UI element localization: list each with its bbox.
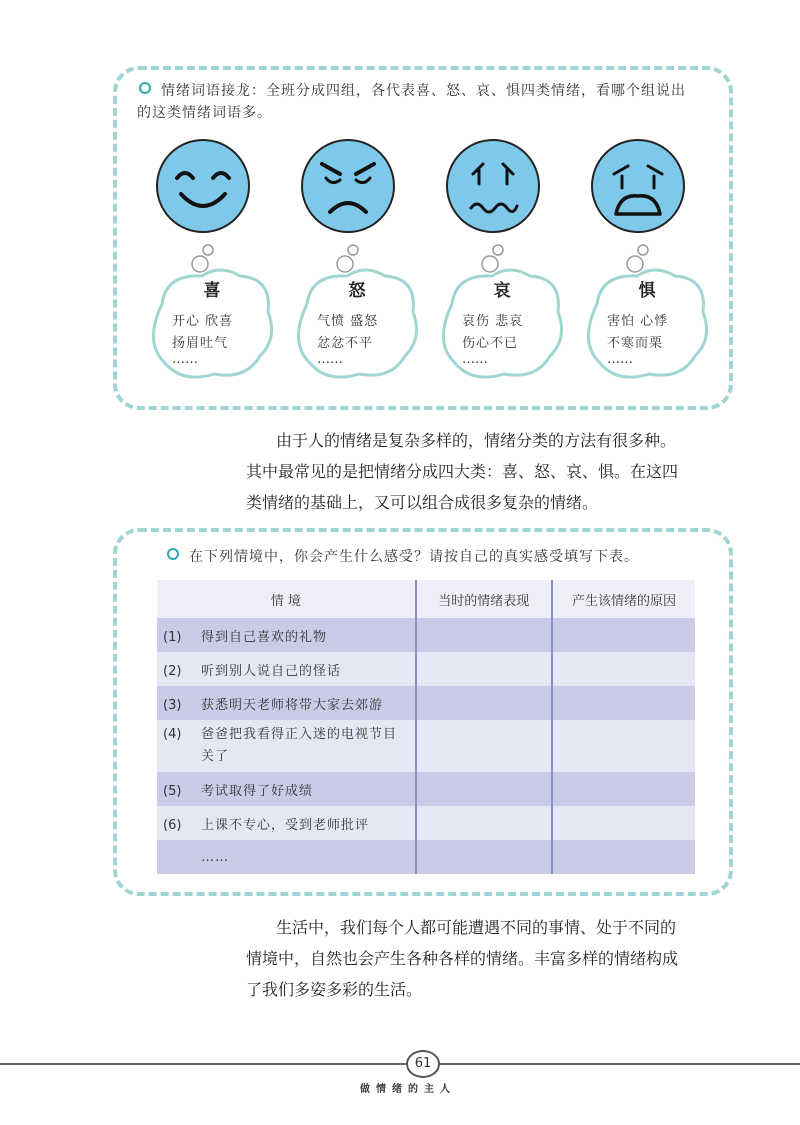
- table-row: (3) 获悉明天老师将带大家去郊游: [157, 686, 695, 720]
- column-header-expression: 当时的情绪表现: [416, 580, 552, 618]
- body-paragraph-1: [246, 425, 746, 518]
- emotion-ellipsis: ……: [317, 352, 343, 367]
- happy-face-icon: [155, 138, 251, 234]
- emotion-words: 不寒而栗: [607, 336, 664, 351]
- table-row: (6) 上课不专心，受到老师批评: [157, 806, 695, 840]
- paragraph-line: 其中最常见的是把情绪分成四大类：喜、怒、哀、惧。在这四: [246, 462, 679, 481]
- circle-bullet-icon: [167, 548, 179, 560]
- column-header-reason: 产生该情绪的原因: [552, 580, 695, 618]
- reason-cell[interactable]: [552, 686, 695, 720]
- survey-table: [157, 580, 695, 874]
- page-number: 61: [406, 1050, 440, 1078]
- paragraph-line: 由于人的情绪是复杂多样的，情绪分类的方法有很多种。: [276, 431, 677, 450]
- paragraph-line: 类情绪的基础上，又可以组合成很多复杂的情绪。: [246, 493, 599, 512]
- emotion-title: 哀: [493, 281, 511, 301]
- reason-cell[interactable]: [552, 806, 695, 840]
- reason-cell[interactable]: [552, 772, 695, 806]
- emotion-ellipsis: ……: [607, 352, 633, 367]
- expression-cell[interactable]: [416, 618, 552, 652]
- expression-cell[interactable]: [416, 652, 552, 686]
- table-row: (1) 得到自己喜欢的礼物: [157, 618, 695, 652]
- column-header-situation: 情 境: [157, 580, 416, 618]
- reason-cell[interactable]: [552, 840, 695, 874]
- angry-face-icon: [300, 138, 396, 234]
- emotion-title: 惧: [638, 281, 656, 301]
- expression-cell[interactable]: [416, 772, 552, 806]
- expression-cell[interactable]: [416, 806, 552, 840]
- emotion-words: 害怕 心悸: [607, 314, 669, 329]
- activity2-instruction: 在下列情境中，你会产生什么感受？请按自己的真实感受填写下表。: [165, 546, 699, 568]
- footer-divider: [0, 1063, 800, 1065]
- emotion-words: 忿忿不平: [317, 336, 374, 351]
- paragraph-line: 生活中，我们每个人都可能遭遇不同的事情、处于不同的: [276, 918, 677, 937]
- table-header-row: [157, 580, 695, 618]
- circle-bullet-icon: [139, 82, 151, 94]
- activity1-instruction: 情绪词语接龙：全班分成四组，各代表喜、怒、哀、惧四类情绪，看哪个组说出的这类情绪词语多。: [137, 83, 686, 121]
- emotion-ellipsis: ……: [462, 352, 488, 367]
- emotion-title: 怒: [348, 281, 366, 301]
- emotion-words: 哀伤 悲哀: [462, 314, 524, 329]
- table-row: (4) 爸爸把我看得正入迷的电视节目关了: [157, 720, 695, 772]
- body-paragraph-2: [246, 912, 746, 1005]
- emotion-ellipsis: ……: [172, 352, 198, 367]
- expression-cell[interactable]: [416, 840, 552, 874]
- table-row: ……: [157, 840, 695, 874]
- sad-face-icon: [445, 138, 541, 234]
- paragraph-line: 情境中，自然也会产生各种各样的情绪。丰富多样的情绪构成: [246, 949, 679, 968]
- emotion-survey-activity-box: [113, 528, 733, 896]
- reason-cell[interactable]: [552, 652, 695, 686]
- emotion-words: 开心 欣喜: [172, 314, 234, 329]
- emotion-words: 气愤 盛怒: [317, 314, 379, 329]
- reason-cell[interactable]: [552, 618, 695, 652]
- table-row: (5) 考试取得了好成绩: [157, 772, 695, 806]
- table-row: (2) 听到别人说自己的怪话: [157, 652, 695, 686]
- emotion-words-activity-box: [113, 66, 733, 410]
- expression-cell[interactable]: [416, 686, 552, 720]
- expression-cell[interactable]: [416, 720, 552, 772]
- footer-title: 做情绪的主人: [360, 1084, 456, 1095]
- reason-cell[interactable]: [552, 720, 695, 772]
- fearful-face-icon: [590, 138, 686, 234]
- emotion-words: 扬眉吐气: [172, 336, 229, 351]
- paragraph-line: 了我们多姿多彩的生活。: [246, 980, 423, 999]
- emotion-title: 喜: [203, 281, 221, 301]
- emotion-words: 伤心不已: [462, 336, 519, 351]
